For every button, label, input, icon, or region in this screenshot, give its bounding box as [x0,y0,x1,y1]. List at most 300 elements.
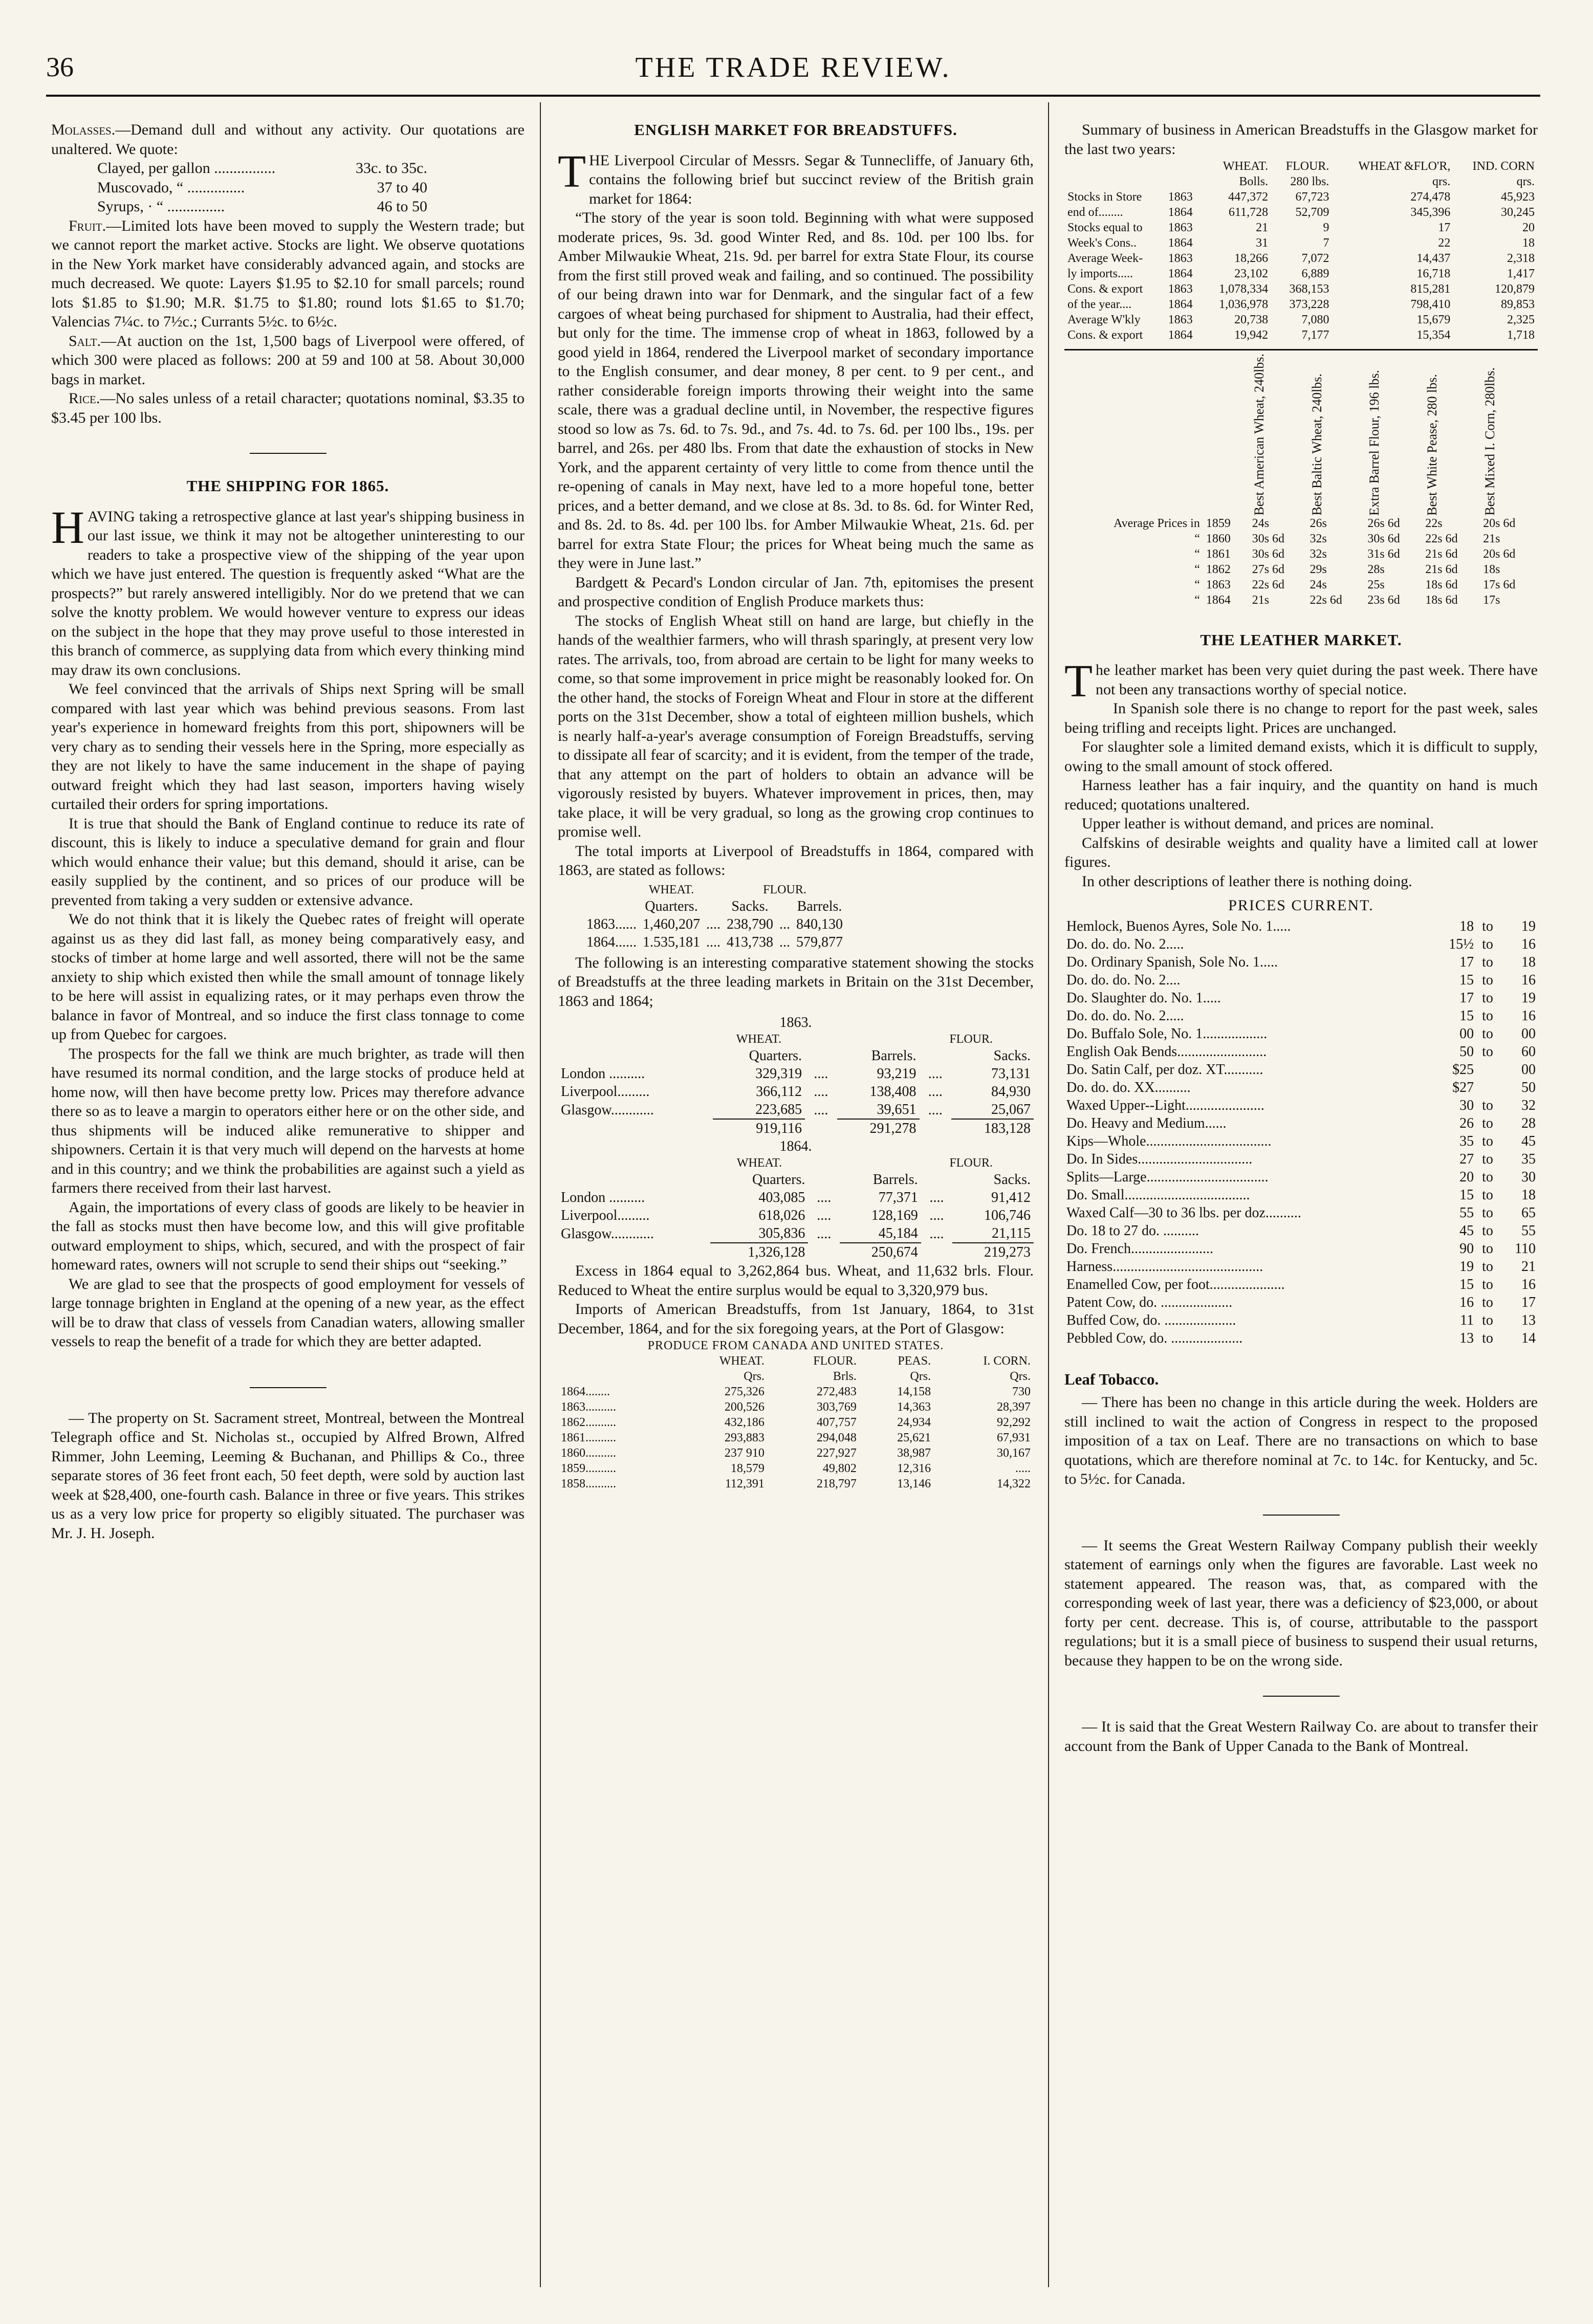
breadstuffs-paragraph: Bardgett & Pecard's London circular of Jan. 7th, epitomises the present and prospective condition of English Produce markets thus: [558,574,1034,610]
cell: 17 [1459,954,1474,970]
cell: 24,934 [897,1416,931,1429]
cell: 31s 6d [1367,547,1400,561]
breadstuffs-paragraph: The stocks of English Wheat still on hand are large, but chiefly in the hands of the wealthier farmers, who will thrash sparingly, at present very low rates. The arrivals, too, from abroad are certain to be light for many weeks to come, so that some improvement in price might be reasonably looked for. On the other hand, the stocks of Foreign Wheat and Flour in store at the different ports on the 31st December, show a total of eighteen million bushels, which is nearly half-a-year's average consumption of Foreign Breadstuffs, serving to dissipate all fear of scarcity; and it is evident, from the temper of the trade, that any attempt on the part of holders to obtain an advance will be vigorously resisted by buyers. Whatever improvement in prices, then, may take place, it will be very gradual, so long as the growing crop continues to promise well. [558,612,1034,840]
cell: 275,326 [724,1385,765,1398]
cell: 1861 [1206,547,1231,561]
col-header: IND. CORN [1472,160,1535,173]
table-row: Glasgow............ 223,685 .... 39,651 .... 25,067 [558,1101,1034,1119]
cell: ... [779,916,790,932]
table-row [1064,205,1538,220]
cell: Pebbled Cow, do. .................... [1066,1330,1243,1346]
table-total-row [558,1243,1034,1261]
col-header: Best Mixed I. Corn, 280lbs. [1482,367,1498,516]
cell: Do. do. do. XX.......... [1066,1079,1191,1095]
cell: 18s [1483,562,1500,576]
cell: 15 [1459,1187,1474,1203]
cell: 20,738 [1234,313,1269,326]
cell: 84,930 [991,1084,1031,1100]
col-header: FLOUR. [813,1354,857,1368]
leather-text: he leather market has been very quiet during the past week. There have not been any transactions worthy of special notice. [1095,662,1538,698]
cell: 22s 6d [1310,593,1342,607]
price-row [1064,1293,1538,1311]
cell: 24s [1310,578,1327,591]
cell: 26s [1310,516,1327,530]
breadstuffs-heading: ENGLISH MARKET FOR BREADSTUFFS. [634,121,957,139]
cell: 618,026 [758,1208,805,1223]
cell: 1864 [1168,267,1193,280]
salt-paragraph [51,332,525,389]
cell: 28 [1521,1115,1536,1131]
leather-paragraph: Harness leather has a fair inquiry, and the quantity on hand is much reduced; quotations unaltered. [1064,777,1538,813]
cell: 23,102 [1234,267,1269,280]
summary-table-body [1064,189,1538,343]
rice-paragraph [51,389,525,427]
table-row [558,1399,1034,1415]
cell: 7,177 [1301,328,1329,342]
cell: 366,112 [756,1084,802,1100]
cell: 14 [1521,1330,1536,1346]
price-row [1064,1222,1538,1240]
cell: to [1482,1204,1493,1221]
cell: Enamelled Cow, per foot..................... [1066,1276,1285,1292]
cell: 1862.......... [561,1416,616,1429]
leather-paragraph [1064,656,1538,707]
table-row [558,1415,1034,1430]
price-row [1064,1204,1538,1222]
cell: 18,579 [730,1462,765,1475]
price-row [1064,1150,1538,1168]
table-row: Liverpool......... 618,026 .... 128,169 .... 106,746 [558,1207,1034,1224]
header-rule [46,95,1540,97]
cell: 15,679 [1416,313,1451,326]
cell: 65 [1521,1204,1536,1221]
cell: 1864 [1168,236,1193,250]
cell: 16 [1521,1007,1536,1024]
cell: 45,923 [1501,190,1535,204]
cell: 90 [1459,1240,1474,1257]
quote-name: Syrups, · “ ............... [97,198,225,215]
table-row [1064,189,1538,205]
cell: to [1482,990,1493,1006]
cell: 12,316 [897,1462,931,1475]
cell: 237 910 [724,1446,765,1460]
cell: Stocks equal to [1067,221,1143,234]
cell: 1,417 [1507,267,1535,280]
col-subheader: Quarters. [645,898,698,914]
price-row [1064,935,1538,953]
cell: to [1482,1151,1493,1167]
cell: 45,184 [878,1225,918,1241]
leather-paragraph: In Spanish sole there is no change to report for the past week, sales being trifling and receipts light. Prices are unchanged. [1064,700,1538,736]
quote-line [51,178,525,198]
cell: 15 [1459,1276,1474,1292]
cell: 15 [1459,972,1474,988]
cell: 1863 [1168,190,1193,204]
produce-table-body [558,1384,1034,1492]
salt-text: —At auction on the 1st, 1,500 bags of Liverpool were offered, of which 300 were placed as follows: 200 at 59 and 100 at 58. About 30,000 bags in market. [51,332,525,388]
cell: ... [779,934,790,950]
cell: 25s [1367,578,1385,591]
cell: 1,460,207 [643,916,700,932]
cell: 1864 [1206,593,1231,607]
cell: 00 [1521,1025,1536,1042]
cell: Average Prices in [1114,516,1200,530]
cell: 89,853 [1501,298,1535,311]
table-row [1064,266,1538,281]
table-total-row [558,1119,1034,1137]
cell: 1859 [1206,516,1231,530]
cell: 274,478 [1410,190,1451,204]
cell: 18 [1459,918,1474,934]
cell: 227,927 [816,1446,857,1460]
cell: to [1482,918,1493,934]
average-prices-body [1064,516,1538,608]
cell: 329,319 [755,1066,802,1082]
cell: 14,363 [897,1400,931,1414]
cell: 15½ [1449,936,1474,952]
cell: 00 [1521,1061,1536,1078]
quote-line [51,197,525,216]
quote-value: 33c. to 35c. [356,160,427,177]
cell: Glasgow............ [561,1225,654,1242]
table-row [1064,220,1538,235]
shipping-paragraph: Again, the importations of every class of goods are likely to be heavier in the fall as stocks must then have become low, and this will give profitable outward employment to ships, which, secured, and with the prospect of fair homeward rates, owners will not scruple to send their ships out “seeking.” [51,1198,525,1273]
cell: 250,674 [840,1243,921,1261]
cell: 38,987 [897,1446,931,1460]
cell: 27 [1459,1151,1474,1167]
shipping-text: AVING taking a retrospective glance at last year's shipping business in our last issue, we think it may not be altogether uninteresting to our readers to take a prospective view of the shipping of the year upon which we have just entered. The question is frequently asked “What are the prospects?” but rarely answered intelligibly. Nor do we pretend that we can solve the knotty problem. We would however venture to express our ideas on the subject in the hope that they may prove useful to those interested in this branch of commerce, as supplying data from which every thinking mind may draw its own conclusions. [51,508,525,678]
cell: 19,942 [1234,328,1269,342]
cell: 407,757 [816,1416,857,1429]
table-row [558,1430,1034,1445]
shipping-paragraph: We do not think that it is likely the Quebec rates of freight will operate against us as they did last fall, as money being comparatively easy, and stocks of timber at home large and well assorted, there will not be the same anxiety to ship which existed then while the small amount of tonnage likely to be here will assist in equalizing rates, or it may perhaps even throw the balance in favor of Montreal, and so induce the first class tonnage to come up from Quebec for cargoes. [51,911,525,1043]
section-divider [250,453,326,454]
cell: 1.535,181 [643,934,700,950]
cell: 35 [1459,1133,1474,1149]
breadstuffs-paragraph: Excess in 1864 equal to 3,262,864 bus. Wheat, and 11,632 brls. Flour. Reduced to Wheat the entire surplus would be equal to 3,320,979 bus. [558,1262,1034,1299]
cell: 17s 6d [1483,578,1516,591]
cell: Do. Slaughter do. No. 1..... [1066,990,1221,1006]
price-row [1064,1311,1538,1329]
molasses-text: —Demand dull and without any activity. Our quotations are unaltered. We quote: [51,121,525,158]
cell: 45 [1521,1133,1536,1149]
table-row [558,1461,1034,1476]
cell: Buffed Cow, do. .................... [1066,1312,1236,1328]
col-subheader: Quarters. [752,1172,805,1188]
cell: 16 [1521,936,1536,952]
cell: 840,130 [796,916,843,932]
leather-paragraph: Calfskins of desirable weights and quality have a limited call at lower figures. [1064,834,1538,871]
cell: 1864........ [561,1385,610,1398]
cell: 32s [1310,547,1327,561]
cell: 1864...... [586,934,637,950]
cell: 200,526 [724,1400,765,1414]
col-subheader: Barrels. [871,1048,916,1064]
cell: Kips—Whole................................... [1066,1133,1272,1149]
cell: 345,396 [1410,206,1451,219]
cell: to [1482,1222,1493,1239]
col-header: WHEAT &FLO'R, [1358,160,1451,173]
cell: 1864 [1168,206,1193,219]
table-row: London .......... 329,319 .... 93,219 .... 73,131 [558,1065,1034,1083]
cell: 25,067 [991,1102,1031,1117]
price-row [1064,917,1538,935]
cell: ly imports..... [1067,267,1133,280]
cell: to [1482,1169,1493,1185]
cell: Do. Small................................... [1066,1187,1250,1203]
col-header: WHEAT. [736,1156,782,1170]
cell: to [1482,1276,1493,1292]
cell: 6,889 [1301,267,1329,280]
price-row [1064,1079,1538,1097]
prices-current-table [1064,917,1538,1347]
cell: 21 [1521,1258,1536,1275]
section-divider [1263,1696,1340,1697]
table-row [1064,251,1538,266]
breadstuffs-paragraph: The total imports at Liverpool of Breadstuffs in 1864, compared with 1863, are stated as follows: [558,842,1034,879]
cell: to [1482,1187,1493,1203]
col-header: I. CORN. [983,1354,1031,1368]
cell: 1,326,128 [710,1243,808,1261]
section-divider [1263,1515,1340,1516]
cell: 19 [1459,1258,1474,1275]
col-unit: Qrs. [744,1370,765,1383]
cell: to [1482,1133,1493,1149]
cell: 22s [1425,516,1443,530]
cell: 1863 [1168,252,1193,265]
cell: 18s 6d [1425,593,1458,607]
cell: 1863...... [586,916,637,932]
cell: 18 [1521,1187,1536,1203]
produce-table-title: PRODUCE FROM CANADA AND UNITED STATES. [647,1339,944,1352]
page-title: THE TRADE REVIEW. [635,52,951,83]
average-prices-table [1064,354,1538,608]
breadstuffs-paragraph [558,146,1034,209]
col-header: FLOUR. [949,1033,993,1046]
table-year: 1864. [779,1138,812,1154]
cell: Average W'kly [1067,313,1141,326]
cell: to [1482,1330,1493,1346]
cell: 39,651 [877,1102,916,1117]
rice-lead: Rice. [69,390,100,407]
col-subheader: Sacks. [731,898,769,914]
cell: 7 [1323,236,1329,250]
page-header [46,51,1540,97]
cell: 20s 6d [1483,516,1516,530]
price-row [1064,1025,1538,1043]
shipping-heading: THE SHIPPING FOR 1865. [186,477,389,495]
table-row [1064,281,1538,297]
cell: 815,281 [1410,282,1451,296]
cell: 18 [1522,236,1535,250]
cell: “ [1194,578,1200,591]
leather-paragraph: For slaughter sole a limited demand exists, which it is difficult to supply, owing to the small amount of stock offered. [1064,738,1538,775]
cell: 22s 6d [1252,578,1285,591]
cell: London .......... [561,1066,645,1082]
drop-cap: H [51,502,84,553]
cell: 1860.......... [561,1446,616,1460]
cell: “ [1194,547,1200,561]
col-subheader: Barrels. [872,1172,918,1188]
cell: 21s 6d [1425,562,1458,576]
quote-name: Muscovado, “ ............... [97,179,245,196]
cell: 1,718 [1507,328,1535,342]
quote-value: 46 to 50 [377,198,427,215]
cell: 18 [1521,954,1536,970]
cell: 16 [1521,972,1536,988]
price-row [1064,1240,1538,1258]
cell: Liverpool......... [561,1208,650,1223]
cell: 67,723 [1295,190,1329,204]
cell: 413,738 [727,934,773,950]
price-row [1064,1132,1538,1150]
column-1 [51,120,525,2290]
col-header: FLOUR. [949,1156,993,1170]
cell: 28,397 [997,1400,1031,1414]
prices-current-body [1064,917,1538,1347]
cell: 1862 [1206,562,1231,576]
cell: 00 [1459,1025,1474,1042]
cell: 294,048 [816,1431,857,1444]
cell: 112,391 [725,1477,765,1490]
cell: to [1482,936,1493,952]
stocks-table-1863 [558,1014,1034,1137]
cell: 1,078,334 [1219,282,1269,296]
cell: 17 [1521,1294,1536,1310]
col-header: WHEAT. [719,1354,765,1368]
cell: 73,131 [991,1066,1031,1082]
fruit-text: —Limited lots have been moved to supply the Western trade; but we cannot report the market active. Stocks are light. We observe quotations in the New York market have considerably advanced again, and stocks are much decreased. We quote: Layers $1.95 to $2.10 for small parcels; round lots $1.85 to $1.90; M.R. $1.75 to $1.80; round lots $1.65 to $1.70; Valencias 7¼c. to 7½c.; Currants 5½c. to 6½c. [51,217,525,330]
table-row [558,1445,1034,1461]
cell: Liverpool......... [561,1084,650,1100]
price-row [1064,989,1538,1007]
cell [1476,1079,1499,1097]
cell: Stocks in Store [1067,190,1142,204]
cell: “ [1194,532,1200,545]
cell: 15,354 [1416,328,1451,342]
cell: 14,437 [1416,252,1451,265]
cell: 2,318 [1507,252,1535,265]
cell: $27 [1452,1079,1474,1095]
section-divider [250,1387,326,1388]
cell: 67,931 [997,1431,1031,1444]
cell: English Oak Bends......................... [1066,1043,1267,1060]
cell: 272,483 [816,1385,857,1398]
breadstuffs-paragraph: The following is an interesting comparative statement showing the stocks of Breadstuffs at the three leading markets in Britain on the 31st December, 1863 and 1864; [558,954,1034,1010]
cell: 218,797 [816,1477,857,1490]
column-rule [540,102,541,2287]
col-header: FLOUR. [763,883,806,896]
cell: 28s [1367,562,1385,576]
cell: 432,186 [724,1416,765,1429]
cell: 730 [1012,1385,1031,1398]
prices-current-heading: PRICES CURRENT. [1228,897,1374,914]
cell: 219,273 [952,1243,1034,1261]
shipping-paragraph [51,502,525,680]
cell: 19 [1521,918,1536,934]
cell: end of........ [1067,206,1123,219]
summary-table [1064,159,1538,343]
cell: 305,836 [758,1225,805,1241]
cell: .... [706,916,721,932]
col-header: Best White Pease, 280 lbs. [1425,374,1440,516]
cell: 35 [1521,1151,1536,1167]
cell: to [1482,1097,1493,1113]
property-paragraph: — The property on St. Sacrament street, Montreal, between the Montreal Telegraph office and St. Nicholas st., occupied by Alfred Brown, Alfred Rimmer, John Leeming, Leeming & Buchanan, and Phillips & Co., three separate stores of 36 feet front each, 50 feet depth, were sold by auction last week at $28,400, one-fourth cash. Balance in three or five years. This strikes us as a very low price for property so eligibly situated. The purchaser was Mr. J. H. Joseph. [51,1409,525,1542]
col-subheader: Sacks. [993,1172,1031,1188]
cell: 24s [1252,516,1270,530]
breadstuffs-paragraph: Imports of American Breadstuffs, from 1st January, 1864, to 31st December, 1864, and for the six foregoing years, at the Port of Glasgow: [558,1301,1034,1337]
drop-cap: T [1064,656,1093,707]
cell: 11 [1460,1312,1474,1328]
cell: 13 [1521,1312,1536,1328]
price-row [1064,1276,1538,1293]
column-3 [1064,120,1538,2290]
cell: 1861.......... [561,1431,616,1444]
cell: to [1482,1115,1493,1131]
col-unit: Bolls. [1239,175,1269,188]
table-row [583,915,846,933]
cell: 1864 [1168,298,1193,311]
table-row [1064,297,1538,312]
cell: to [1482,1312,1493,1328]
cell: 128,169 [871,1208,918,1223]
cell: 93,219 [877,1066,916,1082]
cell: London .......... [561,1190,645,1205]
cell: 30 [1521,1169,1536,1185]
cell: 26 [1459,1115,1474,1131]
table-row [1064,312,1538,327]
cell: ..... [1015,1462,1031,1475]
fruit-lead: Fruit. [69,217,106,234]
col-header: FLOUR. [1285,160,1329,173]
tobacco-paragraph: — There has been no change in this article during the week. Holders are still inclined to wait the action of Congress in respect to the proposed imposition of a tax on Leaf. There are no transactions on which to base quotations, which are therefore nominal at 7c. to 14c. for Kentucky, and 5c. to 5½c. for Canada. [1064,1394,1538,1488]
cell: 29s [1310,562,1327,576]
table-row [558,1384,1034,1399]
cell: 25,621 [897,1431,931,1444]
cell: Do. do. do. No. 2..... [1066,936,1184,952]
cell: 20 [1459,1169,1474,1185]
cell: 447,372 [1228,190,1269,204]
col-header: WHEAT. [1223,160,1269,173]
price-row [1064,953,1538,971]
column-2 [558,120,1034,2290]
cell: 21s [1252,593,1270,607]
leather-paragraph: In other descriptions of leather there is nothing doing. [1082,872,1412,890]
cell: 373,228 [1289,298,1329,311]
cell: to [1482,1007,1493,1024]
cell: to [1482,1240,1493,1257]
cell: 30 [1459,1097,1474,1113]
cell: 52,709 [1295,206,1329,219]
price-row [1064,1043,1538,1061]
col-header: WHEAT. [736,1033,781,1046]
cell: 21 [1256,221,1269,234]
cell: Do. Heavy and Medium...... [1066,1115,1227,1131]
cell: 27s 6d [1252,562,1285,576]
cell: Week's Cons.. [1067,236,1137,250]
cell: 32s [1310,532,1327,545]
cell: 1858.......... [561,1477,616,1490]
table-row [558,1476,1034,1492]
cell: of the year.... [1067,298,1132,311]
price-row [1064,1097,1538,1114]
table-row [1064,235,1538,251]
price-row [1064,971,1538,989]
cell: 579,877 [796,934,843,950]
cell: to [1482,1043,1493,1060]
cell: to [1482,1294,1493,1310]
